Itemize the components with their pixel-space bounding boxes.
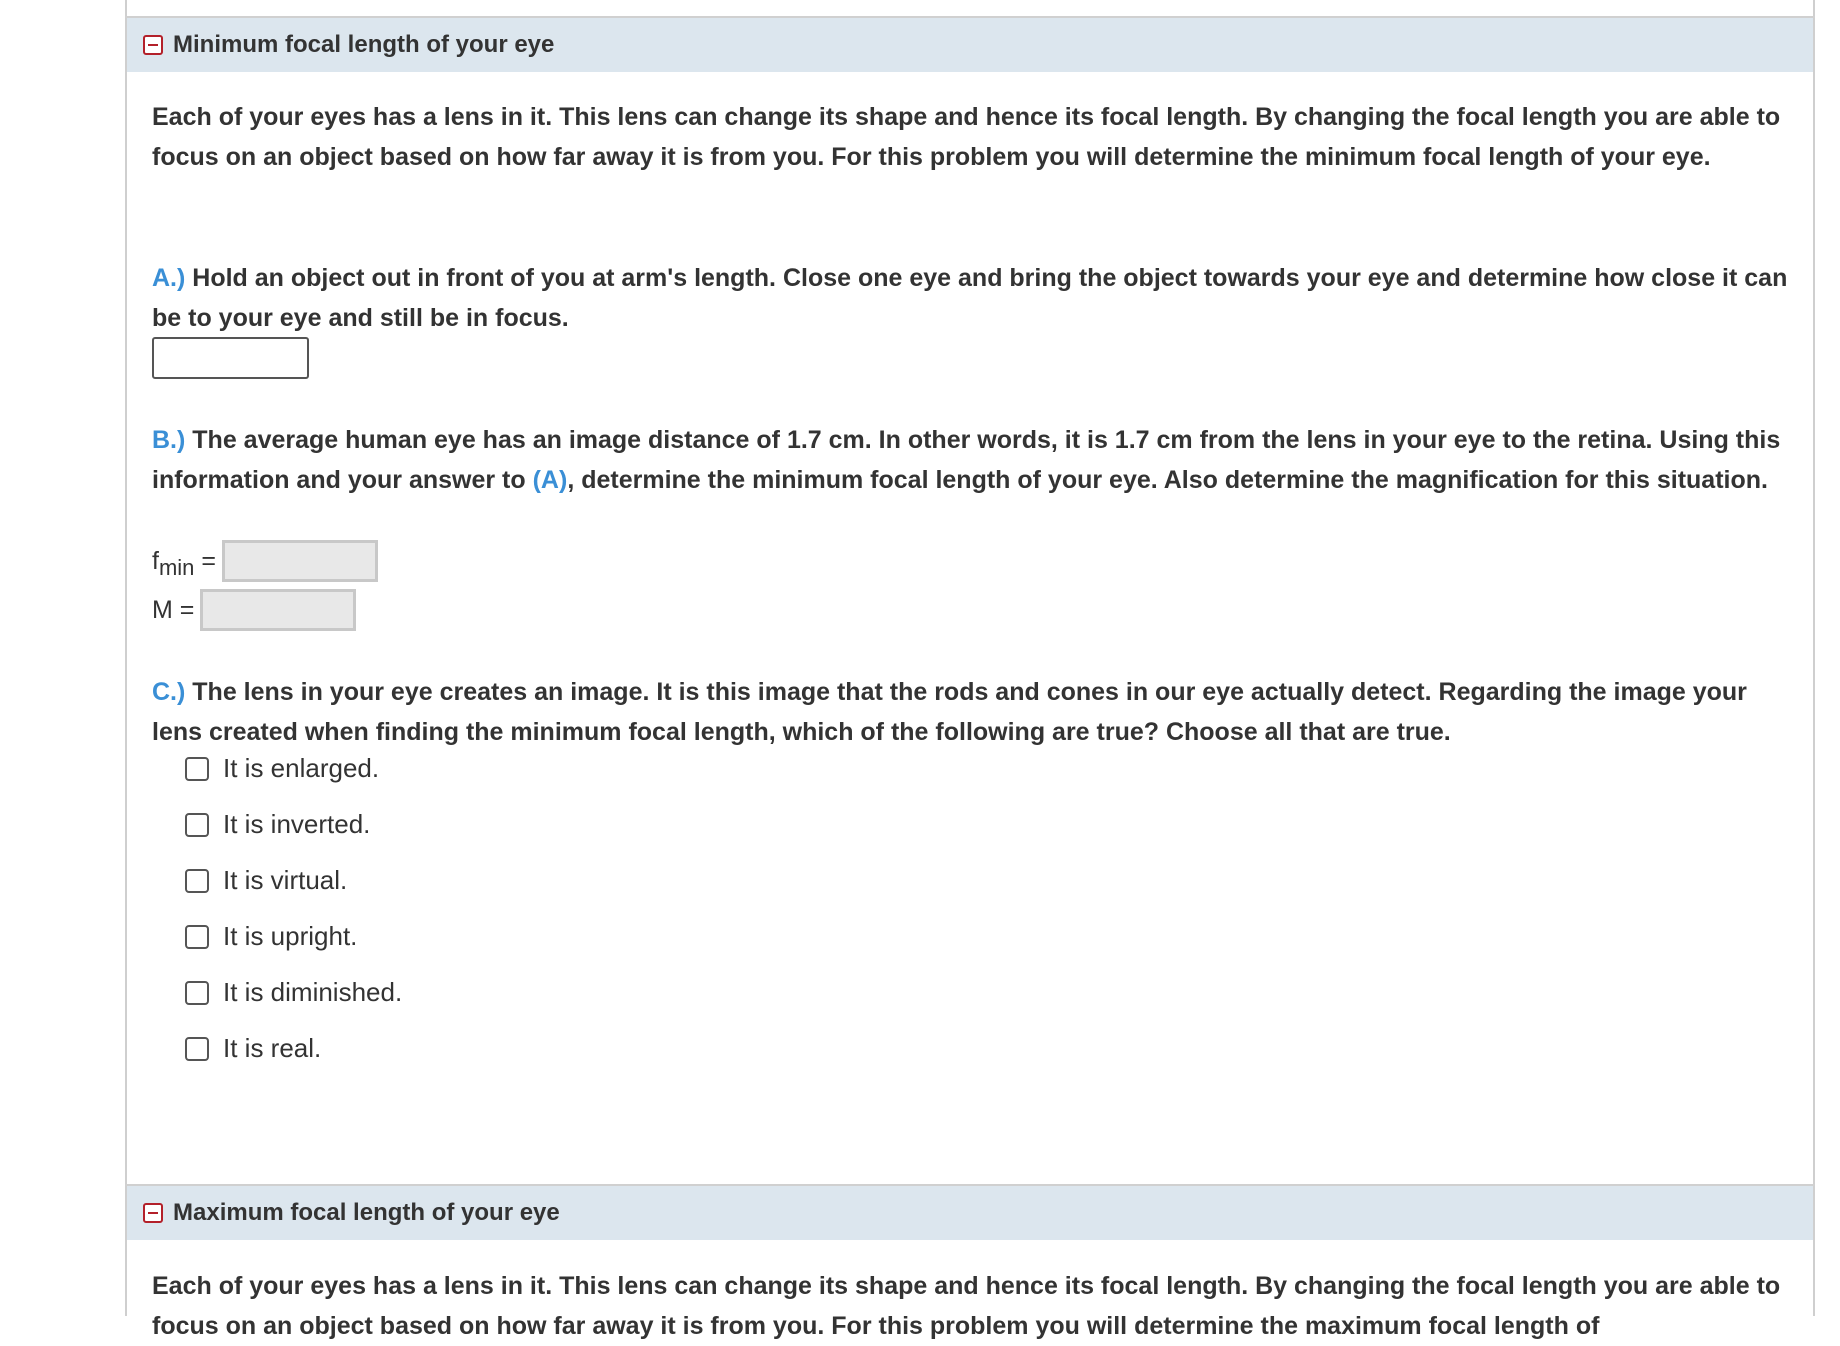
- choice-label: It is enlarged.: [223, 753, 380, 783]
- fmin-equals: =: [201, 546, 216, 575]
- magnification-label: M =: [152, 595, 195, 624]
- fmin-label: [152, 546, 216, 580]
- choice-label: It is upright.: [223, 921, 358, 951]
- part-b-text-cont: , determine the minimum focal length of your eye. Also determine the magnification for this situation.: [567, 466, 1768, 494]
- section-intro: Each of your eyes has a lens in it. This lens can change its shape and hence its focal length. By changing the focal length you are able to focus on an object based on how far away it is from you. For this problem you will determine the minimum focal length of your eye.: [152, 103, 1781, 171]
- choice-real[interactable]: [185, 1033, 321, 1064]
- fmin-subscript: min: [158, 554, 195, 580]
- choice-label: It is inverted.: [223, 809, 371, 839]
- fmin-var: f: [152, 546, 159, 575]
- magnification-row: [152, 589, 356, 631]
- choice-inverted[interactable]: [185, 809, 370, 840]
- fmin-row: [152, 540, 378, 582]
- choice-virtual[interactable]: [185, 865, 347, 896]
- problem-panel: [125, 0, 1815, 1316]
- checkbox[interactable]: [185, 1037, 209, 1061]
- section-header-maximum[interactable]: [127, 1186, 1813, 1240]
- fmin-input[interactable]: [222, 540, 378, 582]
- part-b-question: [152, 420, 1792, 500]
- checkbox[interactable]: [185, 757, 209, 781]
- checkbox[interactable]: [185, 925, 209, 949]
- choice-diminished[interactable]: [185, 977, 402, 1008]
- part-a-text: Hold an object out in front of you at arm's length. Close one eye and bring the object towards your eye and determine how close it can be to your eye and still be in focus.: [152, 264, 1788, 332]
- part-a-question: [152, 258, 1792, 338]
- checkbox[interactable]: [185, 869, 209, 893]
- choice-label: It is real.: [223, 1033, 322, 1063]
- section2-intro: Each of your eyes has a lens in it. This lens can change its shape and hence its focal length. By changing the focal length you are able to focus on an object based on how far away it is from you. For this problem you will determine the maximum focal length of: [152, 1272, 1781, 1340]
- collapse-icon[interactable]: [143, 35, 163, 55]
- section-header-minimum[interactable]: [127, 18, 1813, 72]
- part-c-question: [152, 672, 1792, 752]
- choice-enlarged[interactable]: [185, 753, 379, 784]
- part-c-label: C.): [152, 678, 186, 706]
- choice-upright[interactable]: [185, 921, 357, 952]
- section-title: Maximum focal length of your eye: [173, 1199, 560, 1226]
- collapse-icon[interactable]: [143, 1203, 163, 1223]
- checkbox[interactable]: [185, 981, 209, 1005]
- part-a-label: A.): [152, 264, 186, 292]
- part-b-text: The average human eye has an image distance of 1.7 cm. In other words, it is 1.7 cm from the lens in your eye to the retina. Using this information and your answer to: [152, 426, 1781, 494]
- choice-label: It is diminished.: [223, 977, 403, 1007]
- part-c-text: The lens in your eye creates an image. It is this image that the rods and cones in our eye actually detect. Regarding the image your lens created when finding the minimum focal length, which of the following are true? Choose all that are true.: [152, 678, 1747, 746]
- choice-label: It is virtual.: [223, 865, 348, 895]
- checkbox[interactable]: [185, 813, 209, 837]
- magnification-input[interactable]: [200, 589, 356, 631]
- part-b-label: B.): [152, 426, 186, 454]
- section-title: Minimum focal length of your eye: [173, 31, 555, 58]
- part-a-reference: (A): [532, 466, 568, 494]
- part-a-answer-input[interactable]: [152, 337, 309, 379]
